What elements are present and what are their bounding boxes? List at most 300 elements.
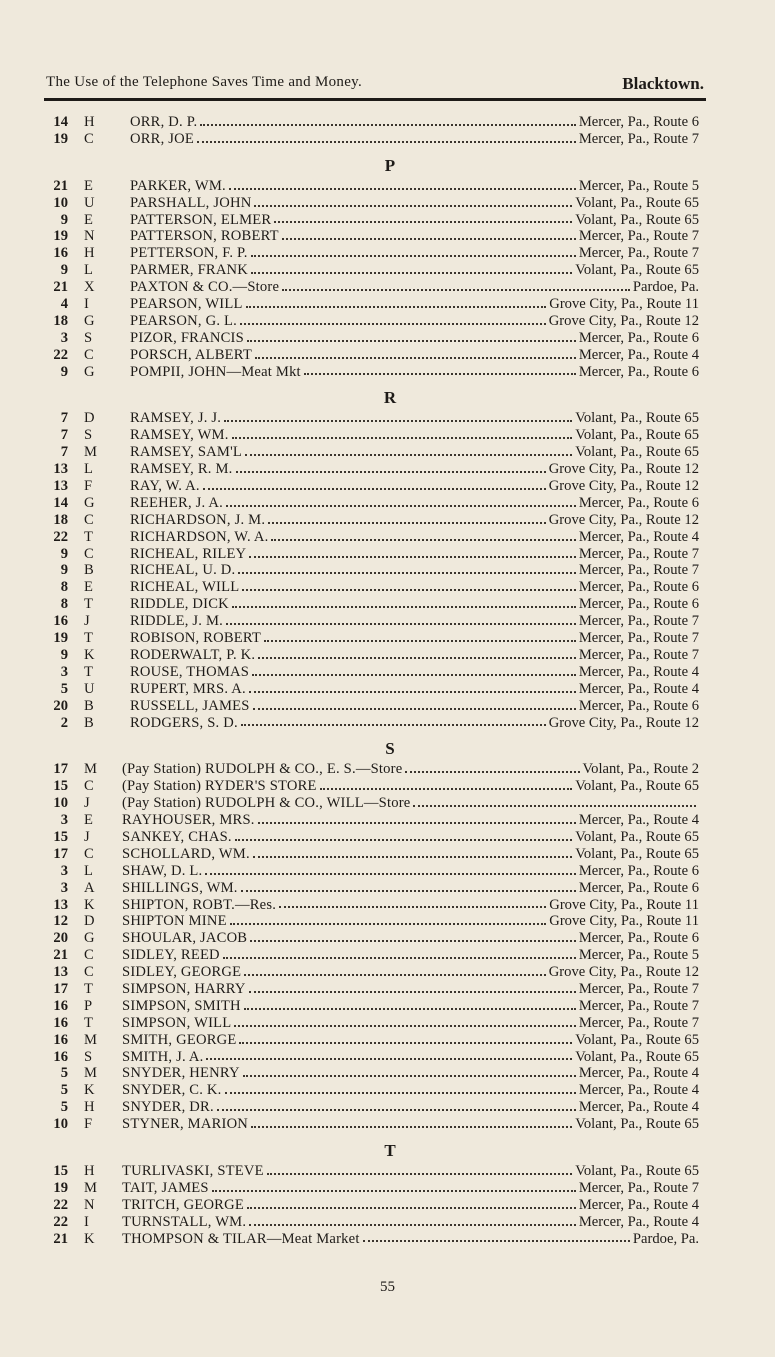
listing-row: [40, 596, 710, 613]
listing-row: [40, 880, 710, 897]
subscriber-name: SANKEY, CHAS.: [122, 828, 232, 845]
dot-leader: [271, 529, 575, 541]
subscriber-name: PAXTON & CO.—Store: [130, 279, 280, 296]
listing-entry: [122, 1099, 699, 1116]
listing-row: [40, 930, 710, 947]
line-number: 9: [60, 211, 68, 228]
subscriber-name: RICHEAL, U. D.: [130, 562, 236, 579]
ring-letter: H: [84, 1099, 95, 1116]
subscriber-location: Mercer, Pa., Route 7: [578, 1179, 699, 1196]
ring-letter: N: [84, 1196, 95, 1213]
line-number: 21: [53, 279, 68, 296]
subscriber-location: Volant, Pa., Route 2: [582, 761, 699, 778]
listing-entry: [122, 846, 699, 863]
subscriber-name: PATTERSON, ELMER: [130, 211, 272, 228]
dot-leader: [246, 296, 547, 308]
line-number: 19: [53, 130, 68, 147]
listing-entry: [130, 478, 699, 495]
listing-row: [40, 795, 710, 812]
line-number: 14: [53, 494, 68, 511]
ring-letter: L: [84, 262, 93, 279]
listing-entry: [130, 195, 699, 212]
listing-row: [40, 529, 710, 546]
subscriber-location: Mercer, Pa., Route 7: [578, 630, 699, 647]
dot-leader: [224, 410, 572, 422]
listing-entry: [130, 461, 699, 478]
ring-letter: M: [84, 1031, 97, 1048]
line-number: 18: [53, 312, 68, 329]
listing-row: [40, 313, 710, 330]
directory-listing: [40, 114, 710, 1247]
line-number: 9: [60, 262, 68, 279]
subscriber-location: Mercer, Pa., Route 4: [578, 1065, 699, 1082]
dot-leader: [232, 596, 576, 608]
subscriber-name: RUPERT, MRS. A.: [130, 680, 246, 697]
subscriber-name: ROBISON, ROBERT: [130, 630, 262, 647]
subscriber-name: ROUSE, THOMAS: [130, 663, 250, 680]
line-number: 22: [53, 1196, 68, 1213]
ring-letter: F: [84, 1116, 93, 1133]
subscriber-location: Mercer, Pa., Route 7: [578, 562, 699, 579]
ring-letter: S: [84, 427, 93, 444]
listing-row: [40, 863, 710, 880]
listing-row: [40, 1032, 710, 1049]
listing-row: [40, 1116, 710, 1133]
ring-letter: A: [84, 879, 95, 896]
ring-letter: C: [84, 947, 94, 964]
listing-row: [40, 444, 710, 461]
listing-row: [40, 579, 710, 596]
listing-row: [40, 546, 710, 563]
subscriber-location: Volant, Pa., Route 65: [575, 828, 699, 845]
ring-letter: N: [84, 228, 95, 245]
subscriber-location: Grove City, Pa., Route 12: [548, 478, 699, 495]
subscriber-location: Volant, Pa., Route 65: [575, 845, 699, 862]
listing-entry: [122, 913, 699, 930]
subscriber-location: Mercer, Pa., Route 7: [578, 646, 699, 663]
subscriber-name: RODERWALT, P. K.: [130, 646, 256, 663]
subscriber-name: (Pay Station) RUDOLPH & CO., E. S.—Store: [122, 761, 403, 778]
subscriber-location: Grove City, Pa., Route 12: [548, 964, 699, 981]
subscriber-location: Volant, Pa., Route 65: [575, 1162, 699, 1179]
listing-entry: [130, 364, 699, 381]
listing-entry: [122, 778, 699, 795]
listing-entry: [130, 330, 699, 347]
line-number: 20: [53, 697, 68, 714]
listing-row: [40, 698, 710, 715]
listing-entry: [122, 1015, 699, 1032]
listing-row: [40, 212, 710, 229]
dot-leader: [235, 829, 572, 841]
dot-leader: [205, 863, 575, 875]
ring-letter: P: [84, 997, 93, 1014]
listing-row: [40, 330, 710, 347]
line-number: 18: [53, 511, 68, 528]
ring-letter: T: [84, 596, 93, 613]
subscriber-name: SMITH, J. A.: [122, 1048, 204, 1065]
listing-row: [40, 761, 710, 778]
listing-row: [40, 1015, 710, 1032]
subscriber-location: Volant, Pa., Route 65: [575, 1048, 699, 1065]
ring-letter: U: [84, 680, 95, 697]
subscriber-location: Mercer, Pa., Route 6: [578, 579, 699, 596]
page-number: 55: [380, 1279, 395, 1295]
ring-letter: J: [84, 795, 90, 812]
listing-entry: [130, 512, 699, 529]
listing-entry: [122, 1197, 699, 1214]
subscriber-name: SNYDER, DR.: [122, 1099, 214, 1116]
ring-letter: I: [84, 1213, 89, 1230]
listing-entry: [130, 698, 699, 715]
subscriber-name: RICHARDSON, W. A.: [130, 528, 269, 545]
ring-letter: D: [84, 913, 95, 930]
ring-letter: T: [84, 1014, 93, 1031]
dot-leader: [236, 461, 546, 473]
ring-letter: D: [84, 410, 95, 427]
listing-entry: [122, 1049, 699, 1066]
dot-leader: [250, 930, 576, 942]
subscriber-location: Pardoe, Pa.: [632, 279, 699, 296]
listing-row: [40, 279, 710, 296]
dot-leader: [244, 964, 545, 976]
listing-row: [40, 647, 710, 664]
listing-entry: [130, 245, 699, 262]
ring-letter: C: [84, 346, 94, 363]
dot-leader: [254, 195, 572, 207]
section-heading: S: [385, 739, 395, 759]
line-number: 13: [53, 461, 68, 478]
subscriber-name: RIDDLE, DICK: [130, 596, 229, 613]
subscriber-name: RODGERS, S. D.: [130, 714, 238, 731]
subscriber-name: RAMSEY, SAM'L: [130, 444, 243, 461]
listing-row: [40, 1214, 710, 1231]
subscriber-name: TRITCH, GEORGE: [122, 1196, 244, 1213]
dot-leader: [203, 478, 546, 490]
line-number: 3: [60, 879, 68, 896]
listing-row: [40, 630, 710, 647]
listing-row: [40, 347, 710, 364]
listing-row: [40, 228, 710, 245]
dot-leader: [252, 664, 576, 676]
subscriber-name: SNYDER, HENRY: [122, 1065, 240, 1082]
subscriber-name: SIMPSON, SMITH: [122, 997, 241, 1014]
listing-row: [40, 427, 710, 444]
dot-leader: [249, 546, 576, 558]
line-number: 21: [53, 947, 68, 964]
listing-entry: [130, 596, 699, 613]
subscriber-name: PATTERSON, ROBERT: [130, 228, 279, 245]
subscriber-name: (Pay Station) RYDER'S STORE: [122, 778, 317, 795]
dot-leader: [238, 562, 575, 574]
ring-letter: G: [84, 494, 95, 511]
subscriber-location: Mercer, Pa., Route 5: [578, 177, 699, 194]
line-number: 22: [53, 1213, 68, 1230]
dot-leader: [253, 846, 572, 858]
dot-leader: [251, 1116, 572, 1128]
ring-letter: T: [84, 630, 93, 647]
dot-leader: [212, 1180, 576, 1192]
subscriber-location: Mercer, Pa., Route 6: [578, 329, 699, 346]
subscriber-location: Mercer, Pa., Route 4: [578, 1099, 699, 1116]
subscriber-location: Grove City, Pa., Route 12: [548, 511, 699, 528]
listing-entry: [130, 313, 699, 330]
listing-row: [40, 947, 710, 964]
subscriber-name: RAMSEY, WM.: [130, 427, 229, 444]
listing-entry: [122, 795, 699, 812]
listing-row: [40, 613, 710, 630]
listing-entry: [130, 681, 699, 698]
subscriber-location: Mercer, Pa., Route 7: [578, 980, 699, 997]
subscriber-location: Volant, Pa., Route 65: [575, 211, 699, 228]
subscriber-name: SHOULAR, JACOB: [122, 930, 248, 947]
section-heading: T: [384, 1140, 396, 1160]
ring-letter: K: [84, 896, 95, 913]
dot-leader: [243, 1065, 576, 1077]
listing-entry: [122, 1082, 699, 1099]
line-number: 21: [53, 1230, 68, 1247]
subscriber-location: Volant, Pa., Route 65: [575, 194, 699, 211]
listing-row: [40, 410, 710, 427]
ring-letter: C: [84, 964, 94, 981]
listing-entry: [122, 1065, 699, 1082]
ring-letter: F: [84, 478, 93, 495]
listing-entry: [130, 427, 699, 444]
subscriber-location: Mercer, Pa., Route 4: [578, 1213, 699, 1230]
dot-leader: [405, 761, 579, 773]
listing-row: [40, 897, 710, 914]
line-number: 15: [53, 778, 68, 795]
listing-row: [40, 262, 710, 279]
subscriber-location: Mercer, Pa., Route 7: [578, 1014, 699, 1031]
subscriber-name: SIMPSON, WILL: [122, 1014, 232, 1031]
ring-letter: E: [84, 579, 93, 596]
listing-entry: [122, 1032, 699, 1049]
ring-letter: B: [84, 714, 94, 731]
listing-entry: [122, 964, 699, 981]
line-number: 8: [60, 579, 68, 596]
dot-leader: [258, 812, 576, 824]
listing-entry: [130, 647, 699, 664]
listing-row: [40, 178, 710, 195]
subscriber-name: PEARSON, G. L.: [130, 312, 237, 329]
subscriber-name: SHIPTON MINE: [122, 913, 227, 930]
page-header: [44, 72, 706, 101]
subscriber-name: PORSCH, ALBERT: [130, 346, 252, 363]
subscriber-location: Mercer, Pa., Route 6: [578, 879, 699, 896]
line-number: 13: [53, 964, 68, 981]
line-number: 15: [53, 828, 68, 845]
subscriber-name: RUSSELL, JAMES: [130, 697, 250, 714]
subscriber-location: Volant, Pa., Route 65: [575, 1116, 699, 1133]
listing-row: [40, 296, 710, 313]
dot-leader: [232, 427, 573, 439]
dot-leader: [279, 897, 546, 909]
subscriber-name: TURNSTALL, WM.: [122, 1213, 247, 1230]
subscriber-location: Mercer, Pa., Route 4: [578, 1196, 699, 1213]
subscriber-location: Mercer, Pa., Route 6: [578, 114, 699, 130]
subscriber-location: Mercer, Pa., Route 4: [578, 663, 699, 680]
line-number: 16: [53, 1048, 68, 1065]
dot-leader: [282, 228, 576, 240]
dot-leader: [229, 178, 576, 190]
line-number: 16: [53, 997, 68, 1014]
listing-entry: [130, 296, 699, 313]
listing-row: [40, 829, 710, 846]
subscriber-name: PARMER, FRANK: [130, 262, 249, 279]
ring-letter: M: [84, 444, 97, 461]
listing-entry: [130, 114, 699, 131]
listing-row: [40, 998, 710, 1015]
dot-leader: [226, 495, 576, 507]
subscriber-name: RICHEAL, RILEY: [130, 545, 247, 562]
subscriber-name: SIDLEY, GEORGE: [122, 964, 242, 981]
subscriber-location: Mercer, Pa., Route 7: [578, 228, 699, 245]
listing-row: [40, 131, 710, 148]
ring-letter: J: [84, 613, 90, 630]
subscriber-location: Grove City, Pa., Route 11: [549, 296, 699, 313]
subscriber-name: TURLIVASKI, STEVE: [122, 1162, 264, 1179]
listing-row: [40, 913, 710, 930]
subscriber-location: Mercer, Pa., Route 6: [578, 363, 699, 380]
subscriber-name: (Pay Station) RUDOLPH & CO., WILL—Store: [122, 795, 411, 812]
listing-row: [40, 1049, 710, 1066]
listing-row: [40, 1082, 710, 1099]
dot-leader: [320, 778, 573, 790]
line-number: 22: [53, 528, 68, 545]
listing-row: [40, 364, 710, 381]
subscriber-name: SIDLEY, REED: [122, 947, 220, 964]
listing-entry: [130, 178, 699, 195]
dot-leader: [255, 347, 576, 359]
listing-entry: [122, 897, 699, 914]
dot-leader: [244, 998, 576, 1010]
subscriber-location: Mercer, Pa., Route 6: [578, 930, 699, 947]
line-number: 19: [53, 1179, 68, 1196]
dot-leader: [241, 715, 546, 727]
ring-letter: M: [84, 1065, 97, 1082]
dot-leader: [268, 512, 546, 524]
listing-entry: [130, 529, 699, 546]
subscriber-location: Mercer, Pa., Route 7: [578, 130, 699, 147]
ring-letter: B: [84, 562, 94, 579]
subscriber-name: RIDDLE, J. M.: [130, 613, 223, 630]
subscriber-location: Mercer, Pa., Route 7: [578, 613, 699, 630]
listing-entry: [130, 613, 699, 630]
dot-leader: [241, 880, 576, 892]
subscriber-location: Mercer, Pa., Route 4: [578, 812, 699, 829]
listing-entry: [122, 761, 699, 778]
dot-leader: [267, 1163, 572, 1175]
ring-letter: L: [84, 862, 93, 879]
listing-entry: [122, 812, 699, 829]
listing-row: [40, 715, 710, 732]
subscriber-name: PIZOR, FRANCIS: [130, 329, 244, 346]
subscriber-name: ORR, D. P.: [130, 114, 198, 130]
dot-leader: [274, 212, 572, 224]
listing-entry: [130, 212, 699, 229]
listing-row: [40, 461, 710, 478]
listing-row: [40, 964, 710, 981]
listing-row: [40, 981, 710, 998]
line-number: 7: [60, 427, 68, 444]
listing-row: [40, 778, 710, 795]
listing-row: [40, 495, 710, 512]
line-number: 9: [60, 646, 68, 663]
line-number: 21: [53, 177, 68, 194]
listing-entry: [122, 1116, 699, 1133]
line-number: 3: [60, 862, 68, 879]
dot-leader: [217, 1099, 576, 1111]
ring-letter: S: [84, 329, 93, 346]
ring-letter: G: [84, 312, 95, 329]
line-number: 5: [60, 680, 68, 697]
line-number: 5: [60, 1065, 68, 1082]
line-number: 13: [53, 478, 68, 495]
ring-letter: B: [84, 697, 94, 714]
line-number: 3: [60, 329, 68, 346]
ring-letter: J: [84, 828, 90, 845]
line-number: 9: [60, 363, 68, 380]
subscriber-location: Mercer, Pa., Route 6: [578, 862, 699, 879]
listing-entry: [130, 562, 699, 579]
listing-entry: [130, 279, 699, 296]
subscriber-name: PEARSON, WILL: [130, 296, 243, 313]
listing-entry: [122, 829, 699, 846]
listing-row: [40, 664, 710, 681]
subscriber-name: PARSHALL, JOHN: [130, 194, 252, 211]
dot-leader: [363, 1231, 630, 1243]
listing-entry: [130, 546, 699, 563]
ring-letter: I: [84, 296, 89, 313]
subscriber-location: Volant, Pa., Route 65: [575, 427, 699, 444]
line-number: 10: [53, 194, 68, 211]
line-number: 16: [53, 245, 68, 262]
line-number: 10: [53, 1116, 68, 1133]
line-number: 15: [53, 1162, 68, 1179]
ring-letter: C: [84, 511, 94, 528]
listing-entry: [122, 947, 699, 964]
line-number: 9: [60, 562, 68, 579]
listing-row: [40, 1180, 710, 1197]
subscriber-location: Grove City, Pa., Route 11: [549, 896, 699, 913]
listing-entry: [122, 1163, 699, 1180]
line-number: 3: [60, 812, 68, 829]
subscriber-location: Grove City, Pa., Route 12: [548, 312, 699, 329]
subscriber-location: Mercer, Pa., Route 5: [578, 947, 699, 964]
ring-letter: C: [84, 845, 94, 862]
line-number: 7: [60, 444, 68, 461]
ring-letter: E: [84, 211, 93, 228]
line-number: 16: [53, 1031, 68, 1048]
subscriber-location: Mercer, Pa., Route 4: [578, 680, 699, 697]
dot-leader: [249, 981, 576, 993]
dot-leader: [240, 313, 546, 325]
ring-letter: K: [84, 1230, 95, 1247]
dot-leader: [239, 1032, 572, 1044]
subscriber-location: Mercer, Pa., Route 4: [578, 528, 699, 545]
listing-entry: [122, 981, 699, 998]
dot-leader: [413, 795, 696, 807]
line-number: 20: [53, 930, 68, 947]
subscriber-name: SHAW, D. L.: [122, 862, 203, 879]
subscriber-location: Mercer, Pa., Route 4: [578, 1082, 699, 1099]
ring-letter: K: [84, 646, 95, 663]
dot-leader: [249, 681, 576, 693]
listing-entry: [130, 630, 699, 647]
line-number: 9: [60, 545, 68, 562]
dot-leader: [251, 262, 572, 274]
dot-leader: [225, 1082, 576, 1094]
